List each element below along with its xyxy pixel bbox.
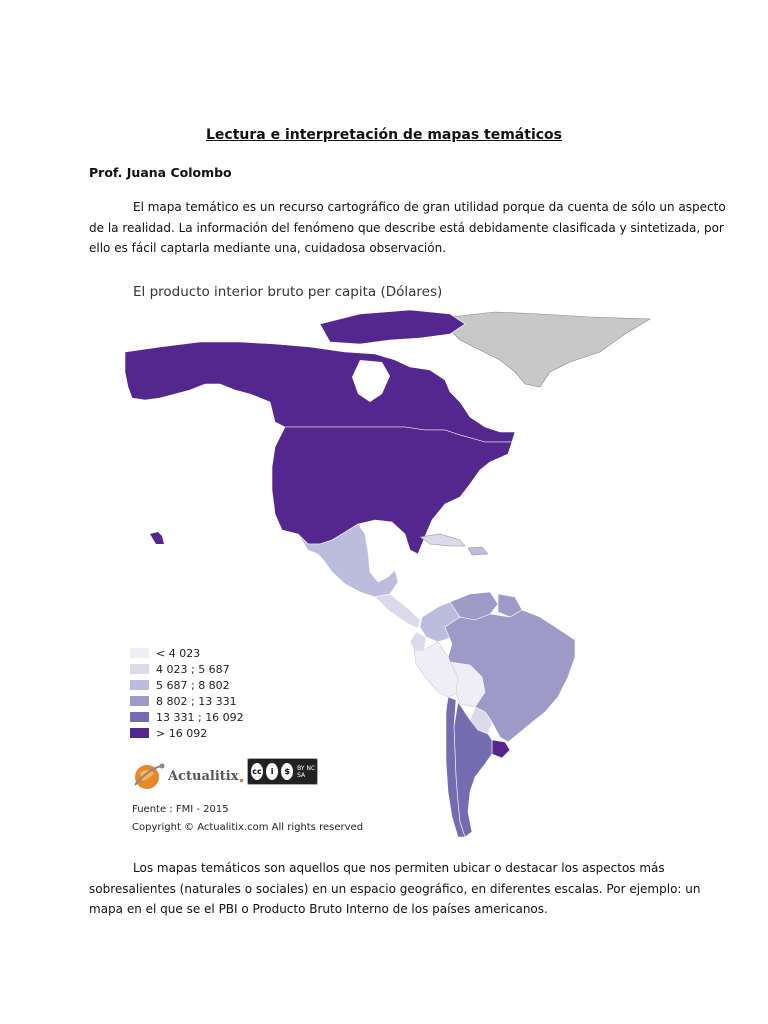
legend-swatch [130,680,149,690]
usa-region [272,427,512,554]
legend-item [130,645,244,661]
legend-item [130,661,244,677]
map-legend [130,645,244,741]
nc-icon: $ [281,763,293,780]
intro-line: de la realidad. La información del fenómeno que describe está debidamente clasificada y sintetizada, por [89,220,724,235]
globe-icon [132,759,166,793]
legend-label: 5 687 ; 8 802 [156,678,230,692]
actualitix-logo [132,759,245,793]
legend-item [130,709,244,725]
legend-swatch [130,712,149,722]
legend-label: 13 331 ; 16 092 [156,710,244,724]
ecuador-region [410,632,426,650]
hawaii-region [150,532,164,544]
thematic-map-figure [120,272,660,847]
cc-license-text: BY NC SA [297,764,316,779]
definition-line: mapa en el que se el PBI o Producto Bruto Interno de los países americanos. [89,902,548,916]
map-copyright: Copyright © Actualitix.com All rights reserved [132,822,364,833]
uruguay-region [492,740,510,758]
intro-line: ello es fácil captarla mediante una, cuidadosa observación. [89,241,447,255]
definition-line: Los mapas temáticos son aquellos que nos permiten ubicar o destacar los aspectos más [133,861,665,875]
legend-label: 4 023 ; 5 687 [156,662,230,676]
legend-label: > 16 092 [156,726,208,740]
hispaniola-region [468,547,488,555]
legend-item [130,693,244,709]
by-icon: i [266,763,278,780]
cc-license-badge [247,758,318,785]
legend-swatch [130,696,149,706]
definition-line: sobresalientes (naturales o sociales) en un espacio geográfico, en diferentes escalas. Por ejemplo: un [89,881,701,896]
definition-paragraph [89,858,701,920]
legend-item [130,725,244,741]
central-america-region [375,594,420,628]
cc-icon: cc [251,763,263,780]
legend-item [130,677,244,693]
intro-paragraph [89,197,726,259]
map-title: El producto interior bruto per capita (Dólares) [133,284,443,300]
legend-swatch [130,728,149,738]
map-source: Fuente : FMI - 2015 [132,804,229,815]
page-title: Lectura e interpretación de mapas temáticos [205,127,562,143]
brand-name: Actualitix [168,768,239,784]
legend-label: 8 802 ; 13 331 [156,694,237,708]
greenland-region [450,312,650,387]
brand-dot: . [238,766,245,786]
cuba-region [420,534,465,546]
legend-swatch [130,648,149,658]
intro-line: El mapa temático es un recurso cartográfico de gran utilidad porque da cuenta de sólo un aspecto [133,200,726,214]
author-name: Prof. Juana Colombo [89,165,232,180]
arctic-islands-region [320,310,465,344]
legend-label: < 4 023 [156,646,201,660]
legend-swatch [130,664,149,674]
